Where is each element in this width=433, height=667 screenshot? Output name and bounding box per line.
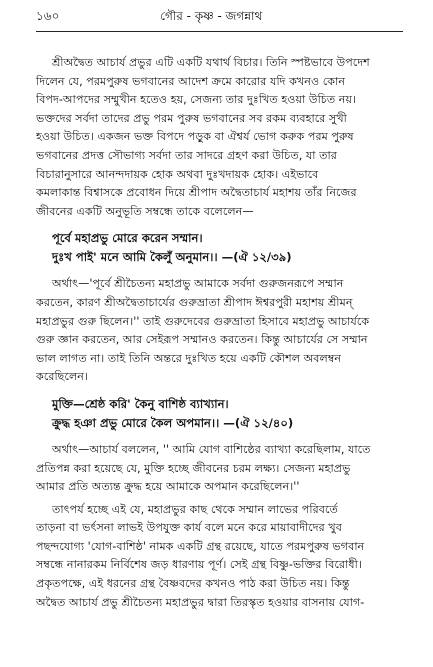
- verse-2: [52, 395, 403, 433]
- text-line: বিচারানুসারে আনন্দদায়ক হোক অথবা দুঃখদায়ক হোক। এইভাবে: [36, 167, 319, 181]
- text-line: কমলাকান্ত বিশ্বাসকে প্রবোধন দিয়ে শ্রীপাদ অদ্বৈতাচার্য মহাশয় তাঁর নিজের: [36, 186, 357, 200]
- text-line: গুরু জ্ঞান করতেন, আর সেইরূপ সম্মানও করতেন। কিন্তু আচার্যের সে সম্মান: [36, 333, 368, 347]
- verse-line: দুঃখ পাই' মনে আমি কৈলুঁ অনুমান।। —(ঐ ১২/৩৯): [52, 250, 292, 265]
- paragraph-2: [36, 275, 403, 387]
- verse-line: ক্রুদ্ধ হঞা প্রভু মোরে কৈল অপমান।। —(ঐ ১২/৪০): [52, 415, 294, 430]
- text-line: শ্রীঅদ্বৈত আচার্য প্রভুর এটি একটি যথার্থ বিচার। তিনি স্পষ্টভাবে উপদেশ: [52, 56, 370, 69]
- text-line: দিলেন যে, পরমপুরুষ ভগবানের আদেশ ক্রমে কারোর যদি কখনও কোন: [36, 74, 346, 88]
- text-line: প্রকৃতপক্ষে, এই ধরনের গ্রন্থ বৈষ্ণবদের কখনও পাঠ করা উচিত নয়। কিন্তু: [36, 577, 350, 591]
- text-line: ভক্তদের সর্বদা তাদের প্রভু পরম পুরুষ ভগবানের সব রকম ব্যবহারে সুখী: [36, 111, 347, 125]
- text-line: হওয়া উচিত। একজন ভক্ত বিপদে পড়ুক বা ঐশ্বর্য ভোগ করুক পরম পুরুষ: [36, 130, 354, 144]
- text-line: জীবনের একটি অনুভূতি সম্বন্ধে তাকে বলেলেন—: [36, 204, 254, 218]
- paragraph-3: [36, 441, 403, 497]
- text-line: পছন্দযোগ্য 'যোগ-বাশিষ্ঠ' নামক একটি গ্রন্থ রয়েছে, যাতে পরমপুরুষ ভগবান: [36, 539, 365, 553]
- paragraph-4: [36, 501, 403, 613]
- text-line: তাৎপর্য হচ্ছে এই যে, মহাপ্রভুর কাছ থেকে সম্মান লাভের পরিবর্তে: [52, 502, 338, 516]
- page-header: [36, 10, 403, 28]
- text-line: অদ্বৈত আচার্য প্রভু শ্রীচৈতন্য মহাপ্রভুর দ্বারা তিরস্কৃত হওয়ার বাসনায় যোগ-: [36, 595, 365, 609]
- text-line: আমার প্রতি অত্যন্ত ক্রুদ্ধ হয়ে আমাকে অপমান করেছিলেন।'': [36, 480, 300, 494]
- text-line: করতেন, কারণ শ্রীঅদ্বৈতাচার্যের গুরুভ্রাতা শ্রীপাদ ঈশ্বরপুরী মহাশয় শ্রীমন্: [36, 295, 353, 309]
- running-title: গৌর - কৃষ্ণ - জগন্নাথ: [160, 9, 263, 23]
- verse-1: [52, 229, 403, 267]
- verse-line: পূর্বে মহাপ্রভু মোরে করেন সম্মান।: [52, 231, 203, 246]
- text-line: করেছিলেন।: [36, 370, 88, 384]
- text-line: মহাপ্রভুর গুরু ছিলেন।'' তাই গুরুদেবের গুরুভ্রাতা হিসাবে মহাপ্রভু আচার্যকে: [36, 314, 370, 328]
- text-line: ভগবানের প্রদত্ত সৌভাগ্য সর্বদা তার সাদরে গ্রহণ করা উচিত, যা তার: [36, 148, 337, 162]
- text-line: অর্থাৎ—আচার্য বললেন, '' আমি যোগ বাশিষ্ঠের ব্যাখ্যা করেছিলাম, যাতে: [52, 442, 371, 456]
- text-line: অর্থাৎ—'পূর্বে শ্রীচৈতন্য মহাপ্রভু আমাকে সর্বদা গুরুজনরূপে সম্মান: [52, 277, 344, 291]
- text-line: বিপদ-আপদের সম্মুখীন হতেও হয়, সেজন্য তার দুঃখিত হওয়া উচিত নয়।: [36, 93, 357, 107]
- header-rule: [36, 31, 403, 32]
- page-number: ১৬০: [36, 9, 60, 23]
- paragraph-1: [36, 54, 403, 221]
- verse-line: মুক্তি—শ্রেষ্ঠ করি' কৈনু বাশিষ্ঠ ব্যাখ্যান।: [52, 396, 229, 411]
- text-line: তাড়না বা ভর্ৎসনা লাভই উপযুক্ত কার্য বলে মনে করে মায়াবাদীদের খুব: [36, 521, 342, 535]
- text-line: ভাল লাগত না। তাই তিনি অন্তরে দুঃখিত হয়ে একটি কৌশল অবলম্বন: [36, 351, 342, 365]
- text-line: সম্বন্ধে নানারকম নির্বিশেষ জড় ধারণায় পূর্ণ। সেই গ্রন্থ বিষ্ণু-ভক্তির বিরোধী।: [36, 558, 362, 572]
- text-line: প্রতিপন্ন করা হয়েছে যে, মুক্তি হচ্ছে জীবনের চরম লক্ষ্য। সেজন্য মহাপ্রভু: [36, 461, 351, 475]
